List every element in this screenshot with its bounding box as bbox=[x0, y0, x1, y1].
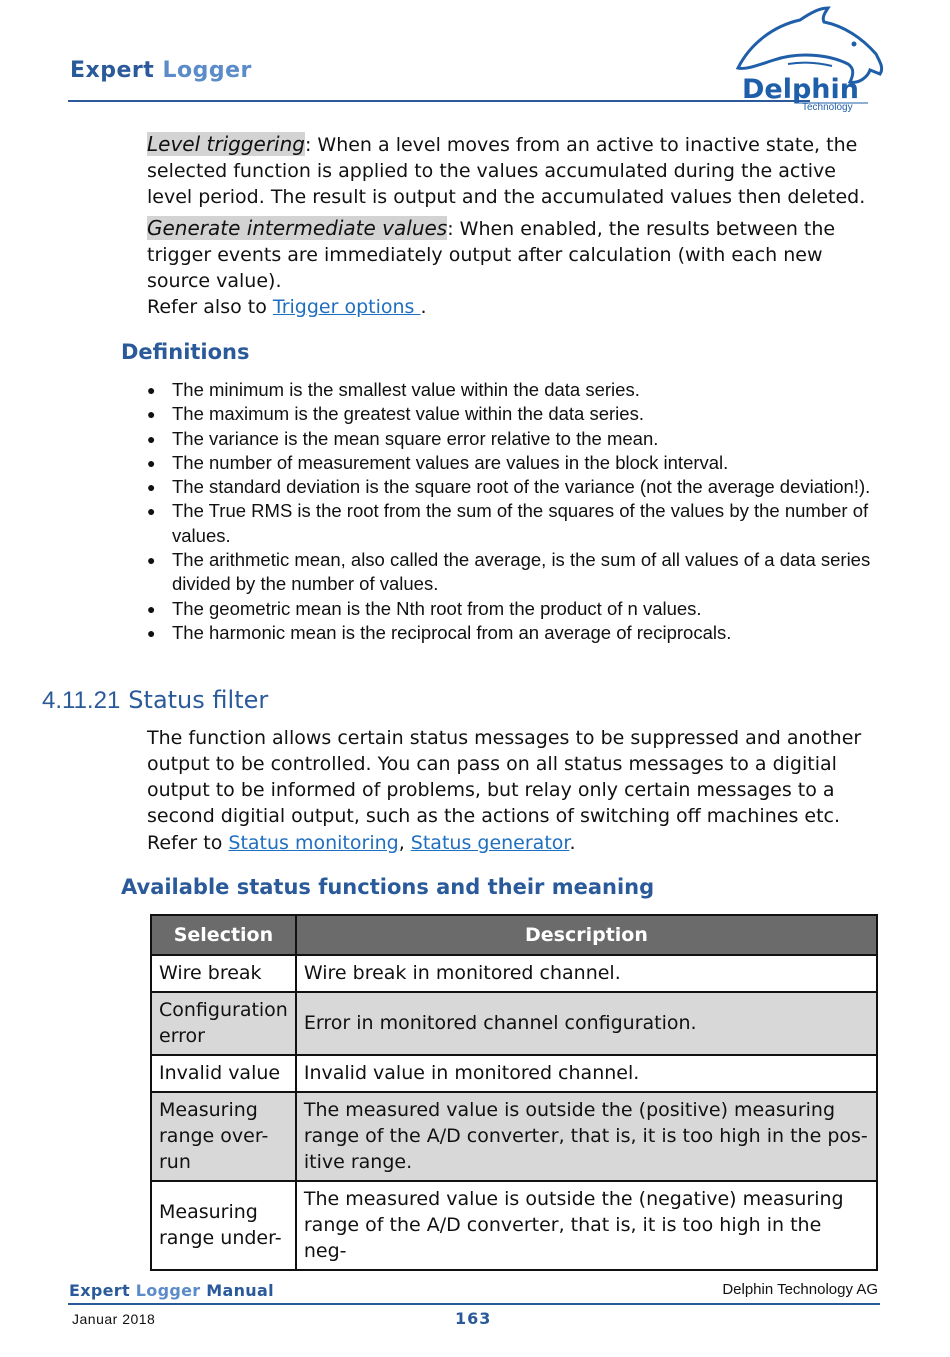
trigger-refer-line bbox=[147, 294, 877, 320]
bullet-icon: ● bbox=[147, 624, 156, 641]
header-title bbox=[70, 58, 252, 83]
table-row bbox=[151, 992, 877, 1055]
trigger-refer-suffix: . bbox=[420, 296, 427, 318]
status-filter-heading bbox=[42, 686, 268, 715]
selection-cell: Measuring range over-run bbox=[151, 1092, 296, 1181]
status-monitoring-link[interactable]: Status monitoring bbox=[228, 832, 399, 854]
footer-company: Delphin Technology AG bbox=[722, 1281, 878, 1298]
header-title-word1: Expert bbox=[70, 58, 155, 83]
definitions-list bbox=[147, 378, 877, 645]
selection-cell: Measuring range under- bbox=[151, 1181, 296, 1270]
list-item: ● The True RMS is the root from the sum of the squares of the values by the number of values. bbox=[147, 500, 869, 546]
bullet-icon: ● bbox=[147, 430, 156, 447]
bullet-icon: ● bbox=[147, 454, 156, 471]
status-refer-prefix: Refer to bbox=[147, 832, 229, 854]
status-refer-sep: , bbox=[398, 832, 411, 854]
list-item: ● The harmonic mean is the reciprocal from an average of reciprocals. bbox=[147, 621, 877, 645]
status-filter-body: The function allows certain status messages to be suppressed and another output to be controlled. You can pass on all status messages to a digitial output to be informed of problems, but relay only certain messages to a second digitial output, such as the actions of switching off machines etc. bbox=[147, 727, 862, 827]
section-title: Status filter bbox=[128, 686, 269, 714]
footer-rule bbox=[68, 1303, 880, 1305]
description-cell: Error in monitored channel configuration. bbox=[296, 992, 877, 1055]
list-item: ● The maximum is the greatest value within the data series. bbox=[147, 402, 877, 426]
description-cell: Invalid value in monitored channel. bbox=[296, 1055, 877, 1092]
level-triggering-paragraph bbox=[147, 131, 877, 210]
table-header-row bbox=[151, 915, 877, 955]
header-rule bbox=[68, 100, 810, 102]
list-item: ● The number of measurement values are values in the block interval. bbox=[147, 451, 877, 475]
list-item: ● The standard deviation is the square root of the variance (not the average deviation!). bbox=[147, 475, 877, 499]
generate-values-term: Generate intermediate values bbox=[147, 216, 448, 240]
bullet-icon: ● bbox=[147, 382, 156, 398]
description-cell: Wire break in monitored channel. bbox=[296, 955, 877, 992]
footer-title-word3: Manual bbox=[206, 1281, 274, 1300]
status-generator-link[interactable]: Status generator bbox=[410, 832, 570, 854]
description-cell: The measured value is outside the (negative) measuring range of the A/D converter, that is, it is too high in the neg- bbox=[296, 1181, 877, 1270]
trigger-options-link[interactable]: Trigger options bbox=[272, 296, 421, 318]
footer-title-word1: Expert bbox=[69, 1281, 130, 1300]
page-number: 163 bbox=[455, 1309, 492, 1328]
bullet-icon: ● bbox=[147, 479, 156, 496]
trigger-refer-prefix: Refer also to bbox=[147, 296, 273, 318]
status-refer-suffix: . bbox=[569, 832, 576, 854]
generate-values-paragraph bbox=[147, 215, 877, 294]
list-item: ● The minimum is the smallest value within the data series. bbox=[147, 378, 877, 402]
status-functions-table bbox=[150, 914, 878, 1271]
bullet-icon: ● bbox=[147, 600, 156, 617]
logo-sub-text: Technology bbox=[802, 102, 853, 112]
bullet-icon: ● bbox=[147, 503, 156, 520]
table-row bbox=[151, 955, 877, 992]
selection-cell: Invalid value bbox=[151, 1055, 296, 1092]
column-header-selection: Selection bbox=[151, 915, 296, 955]
footer-manual-title bbox=[69, 1281, 274, 1300]
header-title-word2: Logger bbox=[162, 58, 252, 83]
section-number: 4.11.21 bbox=[42, 687, 121, 714]
description-cell: The measured value is outside the (positive) measuring range of the A/D converter, that is, it is too high in the pos-itive range. bbox=[296, 1092, 877, 1181]
list-item: ● The arithmetic mean, also called the average, is the sum of all values of a data series divided by the number of values. bbox=[147, 549, 871, 595]
footer-date: Januar 2018 bbox=[72, 1311, 156, 1327]
selection-cell: Wire break bbox=[151, 955, 296, 992]
table-row bbox=[151, 1181, 877, 1270]
list-item: ● The variance is the mean square error relative to the mean. bbox=[147, 427, 877, 451]
table-row bbox=[151, 1092, 877, 1181]
logo-main-text: Delphin bbox=[742, 74, 860, 105]
bullet-icon: ● bbox=[147, 552, 156, 569]
status-functions-heading: Available status functions and their meaning bbox=[121, 875, 655, 899]
column-header-description: Description bbox=[296, 915, 877, 955]
selection-cell: Configuration error bbox=[151, 992, 296, 1055]
generate-values-text: : When enabled, the results between the trigger events are immediately output after calculation (with each new source value). bbox=[147, 218, 836, 292]
delphin-logo bbox=[728, 4, 888, 112]
definitions-heading: Definitions bbox=[121, 340, 250, 364]
list-item: ● The geometric mean is the Nth root from the product of n values. bbox=[147, 597, 877, 621]
bullet-icon: ● bbox=[147, 406, 156, 423]
level-triggering-text: : When a level moves from an active to inactive state, the selected function is applied to the values accumulated during the active level period. The result is output and the accumulated values then deleted. bbox=[147, 134, 866, 208]
footer-title-word2: Logger bbox=[135, 1281, 201, 1300]
table-row bbox=[151, 1055, 877, 1092]
level-triggering-term: Level triggering bbox=[147, 132, 305, 156]
status-filter-refer-line bbox=[147, 830, 877, 856]
